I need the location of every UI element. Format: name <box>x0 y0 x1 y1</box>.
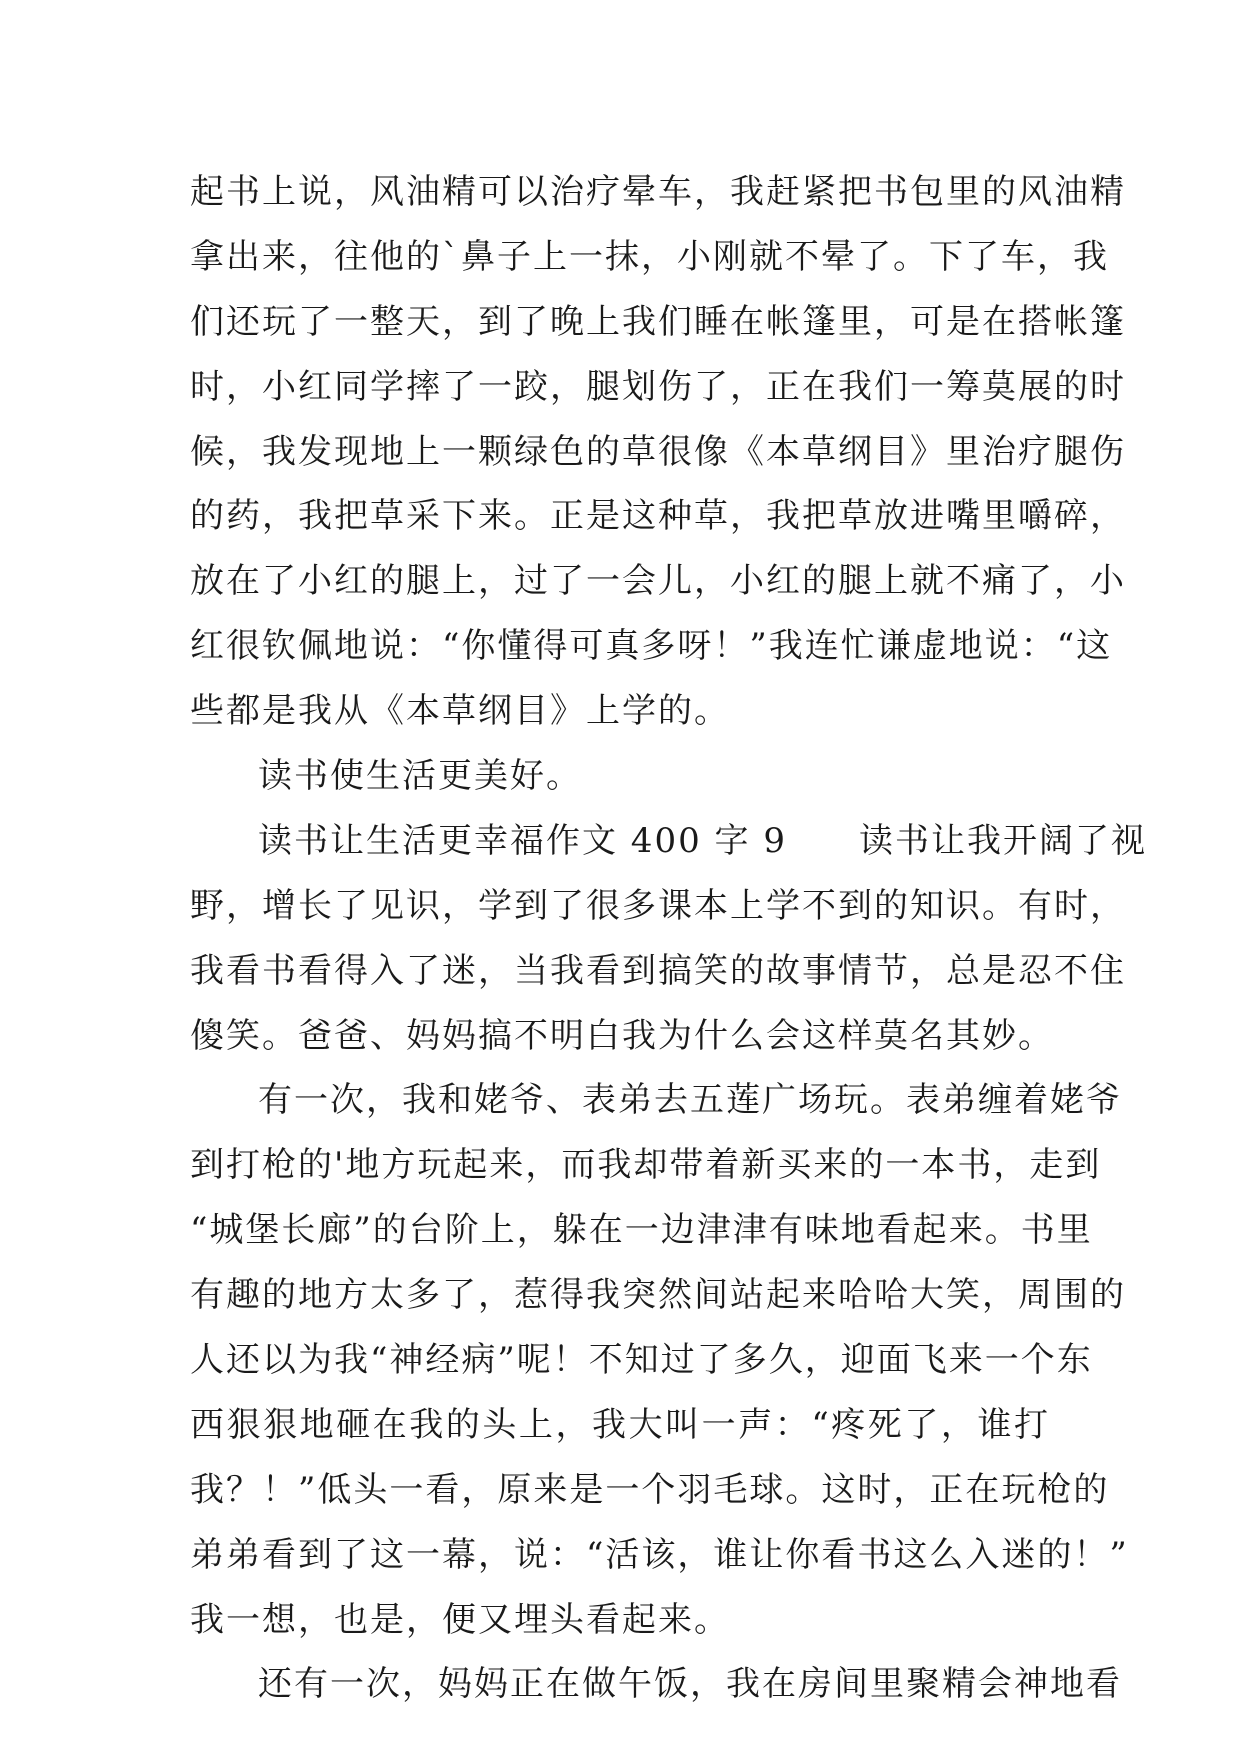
text-line: 傻笑。爸爸、妈妈搞不明白我为什么会这样莫名其妙。 <box>190 1015 1054 1056</box>
text-line: 有一次，我和姥爷、表弟去五莲广场玩。表弟缠着姥爷 <box>258 1080 1122 1121</box>
text-line: 拿出来，往他的`鼻子上一抹，小刚就不晕了。下了车，我 <box>190 236 1109 277</box>
text-line: 些都是我从《本草纲目》上学的。 <box>190 691 730 732</box>
text-line: 时，小红同学摔了一跤，腿划伤了，正在我们一筹莫展的时 <box>190 366 1126 407</box>
text-line: 的药，我把草采下来。正是这种草，我把草放进嘴里嚼碎， <box>190 496 1126 537</box>
text-line: 有趣的地方太多了，惹得我突然间站起来哈哈大笑，周围的 <box>190 1275 1126 1316</box>
text-line: 放在了小红的腿上，过了一会儿，小红的腿上就不痛了，小 <box>190 561 1126 602</box>
text-line: 候，我发现地上一颗绿色的草很像《本草纲目》里治疗腿伤 <box>190 431 1126 472</box>
text-line: 人还以为我“神经病”呢！不知过了多久，迎面飞来一个东 <box>190 1340 1093 1381</box>
text-line: 野，增长了见识，学到了很多课本上学不到的知识。有时， <box>190 885 1126 926</box>
text-line: 我一想，也是，便又埋头看起来。 <box>190 1599 730 1640</box>
text-line: 到打枪的'地方玩起来，而我却带着新买来的一本书，走到 <box>190 1145 1102 1186</box>
text-line: 红很钦佩地说：“你懂得可真多呀！”我连忙谦虚地说：“这 <box>190 626 1113 667</box>
text-line: 们还玩了一整天，到了晚上我们睡在帐篷里，可是在搭帐篷 <box>190 301 1126 342</box>
text-line: 还有一次，妈妈正在做午饭，我在房间里聚精会神地看 <box>258 1664 1122 1705</box>
text-line: 我看书看得入了迷，当我看到搞笑的故事情节，总是忍不住 <box>190 950 1126 991</box>
text-line: 起书上说，风油精可以治疗晕车，我赶紧把书包里的风油精 <box>190 172 1126 212</box>
text-line: “城堡长廊”的台阶上，躲在一边津津有味地看起来。书里 <box>190 1210 1093 1251</box>
text-line: 弟弟看到了这一幕，说：“活该，谁让你看书这么入迷的！” <box>190 1534 1129 1575</box>
text-line: 读书使生活更美好。 <box>258 756 582 797</box>
text-line: 西狠狠地砸在我的头上，我大叫一声：“疼死了，谁打 <box>190 1404 1050 1445</box>
text-line: 读书让生活更幸福作文 400 字 9 读书让我开阔了视 <box>258 820 1147 861</box>
essay-body <box>190 160 1147 1717</box>
text-line: 我？！”低头一看，原来是一个羽毛球。这时，正在玩枪的 <box>190 1469 1110 1510</box>
